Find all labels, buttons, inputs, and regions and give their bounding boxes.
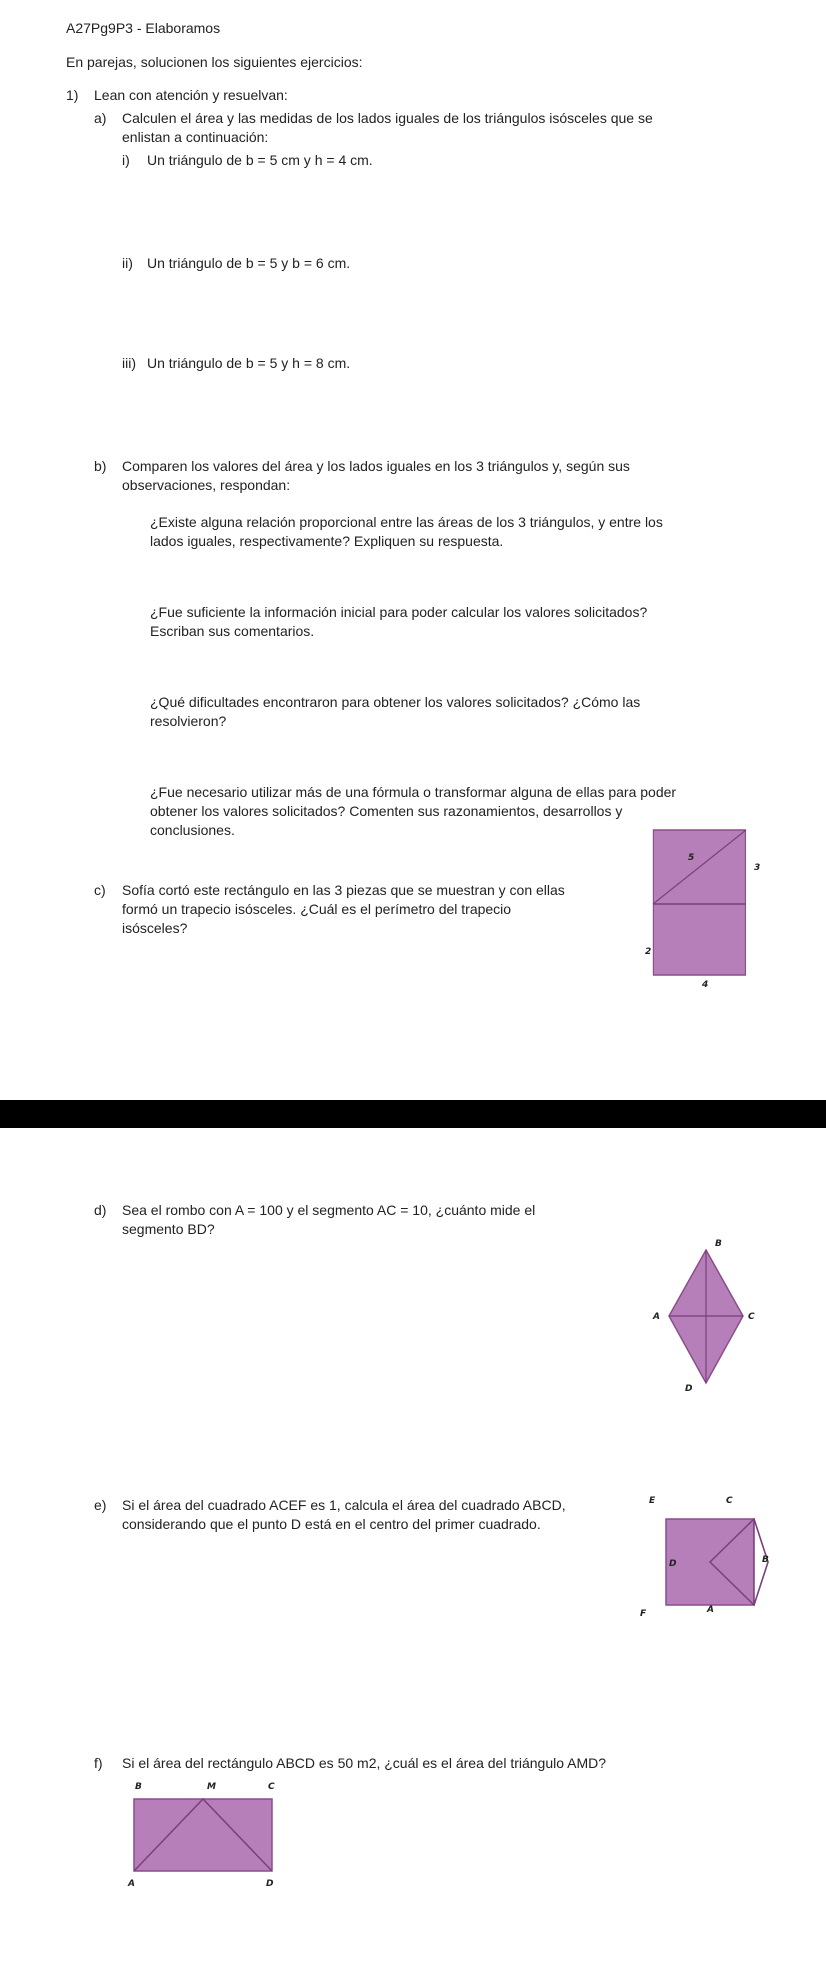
q1-text: Lean con atención y resuelvan: xyxy=(94,87,288,103)
qa-line2: enlistan a continuación: xyxy=(122,129,269,145)
qa-line1: Calculen el área y las medidas de los lados iguales de los triángulos isósceles que se xyxy=(122,110,653,126)
label-C: C xyxy=(748,1312,755,1322)
squares-figure xyxy=(632,1490,772,1620)
qa-label: a) xyxy=(94,110,107,126)
qa-item-ii-label: ii) xyxy=(122,255,133,271)
qd-line2: segmento BD? xyxy=(122,1221,215,1237)
label-B: B xyxy=(135,1782,142,1792)
page-divider xyxy=(0,1100,826,1128)
rectangle-abcd xyxy=(134,1799,272,1871)
rect-shape xyxy=(653,830,745,975)
label-M: M xyxy=(207,1782,216,1792)
qb-question-4-l1: ¿Fue necesario utilizar más de una fórmula o transformar alguna de ellas para poder xyxy=(150,784,677,800)
qe-label: e) xyxy=(94,1497,107,1513)
label-D: D xyxy=(685,1384,693,1394)
qb-question-4-l2: obtener los valores solicitados? Comenten sus razonamientos, desarrollos y xyxy=(150,803,623,819)
label-C: C xyxy=(268,1782,275,1792)
qc-line3: isósceles? xyxy=(122,920,188,936)
label-D: D xyxy=(669,1559,677,1569)
qa-item-i-text: Un triángulo de b = 5 cm y h = 4 cm. xyxy=(147,152,373,168)
q1-label: 1) xyxy=(66,87,79,103)
label-4: 4 xyxy=(702,980,709,990)
label-F: F xyxy=(640,1609,647,1619)
qb-question-4-l3: conclusiones. xyxy=(150,822,235,838)
intro-text: En parejas, solucionen los siguientes ejercicios: xyxy=(66,54,363,70)
qb-line2: observaciones, respondan: xyxy=(122,477,291,493)
qd-line1: Sea el rombo con A = 100 y el segmento AC = 10, ¿cuánto mide el xyxy=(122,1202,536,1218)
qb-question-1-l2: lados iguales, respectivamente? Expliquen su respuesta. xyxy=(150,533,504,549)
page-title: A27Pg9P3 - Elaboramos xyxy=(66,20,221,36)
qf-label: f) xyxy=(94,1755,103,1771)
qa-item-ii-text: Un triángulo de b = 5 y b = 6 cm. xyxy=(147,255,351,271)
qa-item-iii-text: Un triángulo de b = 5 y h = 8 cm. xyxy=(147,355,351,371)
qc-line2: formó un trapecio isósceles. ¿Cuál es el perímetro del trapecio xyxy=(122,901,512,917)
qe-line1: Si el área del cuadrado ACEF es 1, calcula el área del cuadrado ABCD, xyxy=(122,1497,566,1513)
rhombus-figure xyxy=(645,1235,765,1405)
qd-label: d) xyxy=(94,1202,107,1218)
qa-item-i-label: i) xyxy=(122,152,130,168)
qb-question-3-l2: resolvieron? xyxy=(150,713,227,729)
label-D: D xyxy=(266,1879,274,1889)
label-3: 3 xyxy=(754,863,761,873)
label-B: B xyxy=(762,1555,769,1565)
label-C: C xyxy=(726,1496,733,1506)
qb-line1: Comparen los valores del área y los lados iguales en los 3 triángulos y, según sus xyxy=(122,458,630,474)
label-A: A xyxy=(707,1605,714,1615)
qb-question-2-l2: Escriban sus comentarios. xyxy=(150,623,315,639)
label-5: 5 xyxy=(688,853,695,863)
qf-text: Si el área del rectángulo ABCD es 50 m2, ¿cuál es el área del triángulo AMD? xyxy=(122,1755,607,1771)
qc-label: c) xyxy=(94,882,106,898)
qb-label: b) xyxy=(94,458,107,474)
label-B: B xyxy=(715,1239,722,1249)
label-E: E xyxy=(649,1496,656,1506)
qc-line1: Sofía cortó este rectángulo en las 3 piezas que se muestran y con ellas xyxy=(122,882,565,898)
label-A: A xyxy=(128,1879,135,1889)
qb-question-3-l1: ¿Qué dificultades encontraron para obtener los valores solicitados? ¿Cómo las xyxy=(150,694,641,710)
qa-item-iii-label: iii) xyxy=(122,355,136,371)
rectangle-figure xyxy=(630,830,760,1000)
label-A: A xyxy=(653,1312,660,1322)
qb-question-2-l1: ¿Fue suficiente la información inicial para poder calcular los valores solicitados? xyxy=(150,604,648,620)
rectangle-amd-figure xyxy=(120,1775,300,1895)
qe-line2: considerando que el punto D está en el centro del primer cuadrado. xyxy=(122,1516,541,1532)
label-2: 2 xyxy=(645,947,652,957)
qb-question-1-l1: ¿Existe alguna relación proporcional entre las áreas de los 3 triángulos, y entre los xyxy=(150,514,663,530)
